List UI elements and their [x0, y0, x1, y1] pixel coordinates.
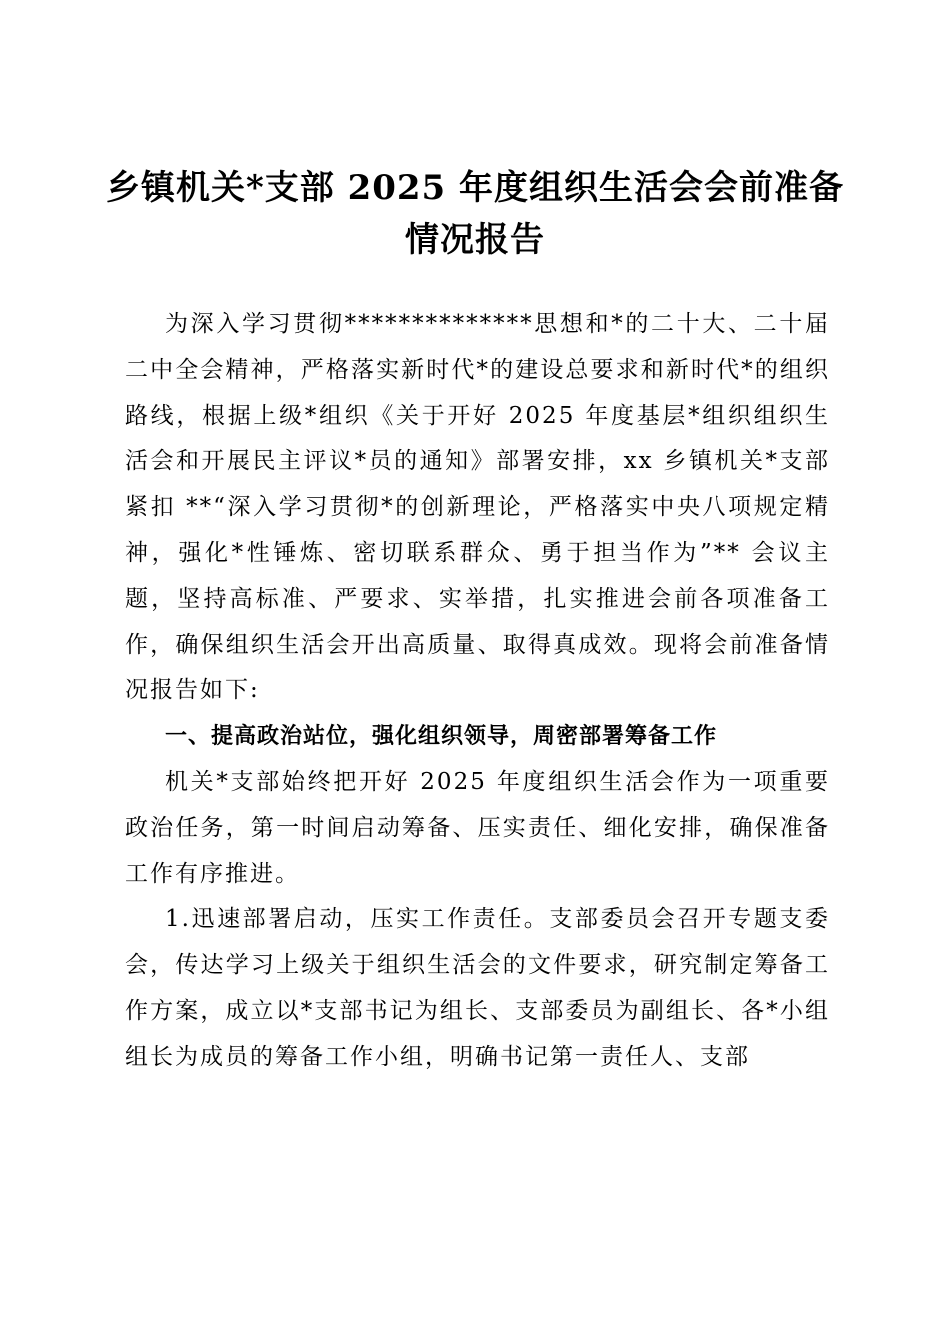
document-body [125, 302, 830, 1081]
section-1-paragraph: 机关*支部始终把开好 2025 年度组织生活会作为一项重要政治任务，第一时间启动筹备、压实责任、细化安排，确保准备工作有序推进。 [125, 768, 830, 887]
item-1-paragraph: 1.迅速部署启动，压实工作责任。支部委员会召开专题支委会，传达学习上级关于组织生活会的文件要求，研究制定筹备工作方案，成立以*支部书记为组长、支部委员为副组长、各*小组组长为成员的筹备工作小组，明确书记第一责任人、支部 [125, 906, 830, 1070]
document-title: 乡镇机关*支部 2025 年度组织生活会会前准备情况报告 [105, 168, 845, 260]
intro-paragraph: 为深入学习贯彻**************思想和*的二十大、二十届二中全会精神，严格落实新时代*的建设总要求和新时代*的组织路线，根据上级*组织《关于开好 2025 年度基层*组织组织生活会和开展民主评议*员的通知》部署安排，xx 乡镇机关*支部紧扣 **“深入学习贯彻*的创新理论，严格落实中央八项规定精神，强化*性锤炼、密切联系群众、勇于担当作为”** 会议主题，坚持高标准、严要求、实举措，扎实推进会前各项准备工作，确保组织生活会开出高质量、取得真成效。现将会前准备情况报告如下: [125, 311, 830, 704]
section-heading-1: 一、提高政治站位，强化组织领导，周密部署筹备工作 [165, 724, 718, 750]
